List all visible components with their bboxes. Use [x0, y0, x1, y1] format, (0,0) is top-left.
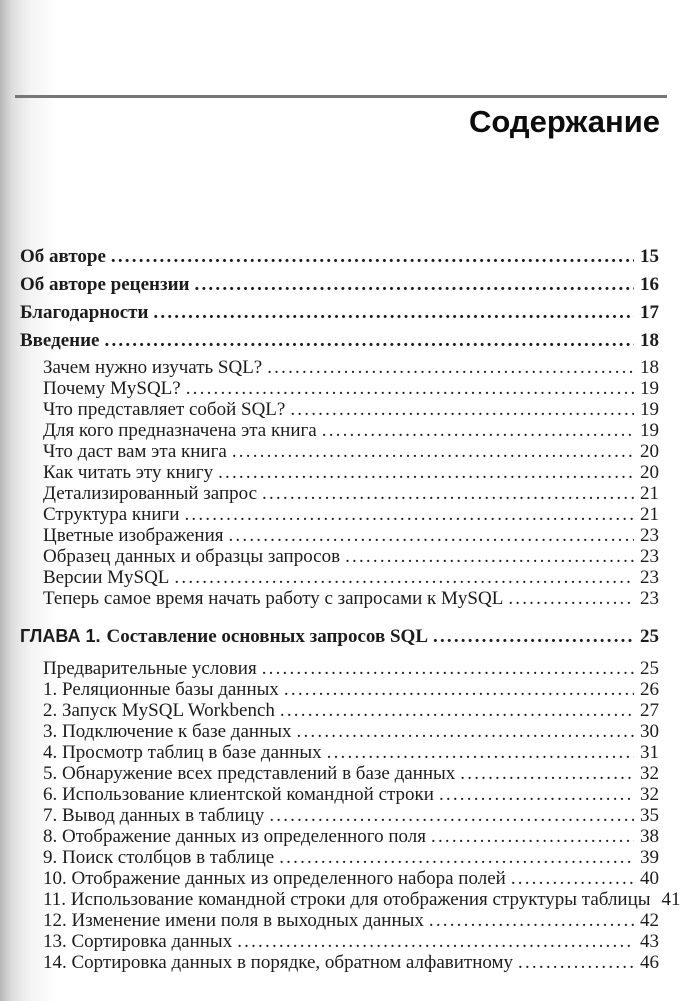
toc-entry-title: Цветные изображения	[43, 525, 224, 546]
toc-page-number: 23	[640, 567, 659, 588]
toc-entry	[20, 462, 659, 483]
dot-leader	[262, 483, 634, 504]
toc-page-number: 18	[640, 357, 659, 378]
toc-entry-title: Что даст вам эта книга	[43, 441, 227, 462]
dot-leader	[460, 763, 634, 784]
toc-entry	[20, 330, 659, 351]
dot-leader	[232, 441, 634, 462]
toc-entry	[20, 784, 659, 805]
toc-page-number: 31	[640, 742, 659, 763]
toc-page-number: 19	[640, 399, 659, 420]
dot-leader	[218, 462, 634, 483]
toc-entry	[20, 546, 659, 567]
toc-entry	[20, 700, 659, 721]
dot-leader	[439, 784, 634, 805]
toc-entry	[20, 847, 659, 868]
dot-leader	[195, 274, 634, 295]
toc-entry-title: Благодарности	[20, 302, 149, 323]
toc-entry	[20, 525, 659, 546]
toc-entry	[20, 931, 659, 952]
dot-leader	[184, 504, 634, 525]
toc-entry-title: 5. Обнаружение всех представлений в базе данных	[43, 763, 456, 784]
toc-entry	[20, 763, 659, 784]
toc-page-number: 19	[640, 420, 659, 441]
toc-entry	[20, 679, 659, 700]
toc-entry	[20, 420, 659, 441]
toc-entry	[20, 302, 659, 323]
toc-entry-title: 12. Изменение имени поля в выходных данных	[43, 910, 424, 931]
toc-entry-title: 4. Просмотр таблиц в базе данных	[43, 742, 322, 763]
dot-leader	[267, 357, 634, 378]
dot-leader	[186, 378, 634, 399]
dot-leader	[431, 826, 634, 847]
toc-entry	[20, 826, 659, 847]
toc-entry	[20, 441, 659, 462]
toc-entry-title: 10. Отображение данных из определенного набора полей	[43, 868, 506, 889]
toc-entry-title: Почему MySQL?	[43, 378, 181, 399]
toc-entry-title: Как читать эту книгу	[43, 462, 214, 483]
toc-entry	[20, 742, 659, 763]
toc-page-number: 18	[640, 330, 659, 351]
dot-leader	[153, 302, 634, 323]
toc-entry	[20, 910, 659, 931]
chapter-number-prefix: ГЛАВА 1.	[20, 626, 101, 646]
toc-entry-title: 1. Реляционные базы данных	[43, 679, 279, 700]
toc-entry	[20, 952, 659, 973]
dot-leader	[262, 658, 634, 679]
toc-entry	[20, 721, 659, 742]
toc-chapter-entry	[20, 625, 659, 648]
toc-page-number: 17	[640, 302, 659, 323]
toc-page-number: 32	[640, 763, 659, 784]
toc-entry	[20, 805, 659, 826]
toc-entry	[20, 399, 659, 420]
toc-entry-title: Для кого предназначена эта книга	[43, 420, 317, 441]
toc-entry	[20, 889, 681, 910]
dot-leader	[327, 742, 634, 763]
toc-entry-title: Составление основных запросов SQL	[106, 626, 428, 647]
toc-page-number: 27	[640, 700, 659, 721]
dot-leader	[508, 588, 634, 609]
toc-entry	[20, 504, 659, 525]
toc-page-number: 19	[640, 378, 659, 399]
toc-entry-title: Об авторе рецензии	[20, 274, 190, 295]
toc-entry-title: 8. Отображение данных из определенного поля	[43, 826, 426, 847]
toc-entry-title: 13. Сортировка данных	[43, 931, 233, 952]
toc-entry-title: Структура книги	[43, 504, 180, 525]
toc-entry	[20, 658, 659, 679]
toc-page-number: 21	[640, 483, 659, 504]
toc-entry-title: 11. Использование командной строки для отображения структуры таблицы	[43, 889, 651, 910]
toc-entry	[20, 567, 659, 588]
toc-page-number: 26	[640, 679, 659, 700]
toc-entry-title: 14. Сортировка данных в порядке, обратном алфавитному	[43, 952, 514, 973]
dot-leader	[433, 626, 634, 648]
toc-entry-title: Образец данных и образцы запросов	[43, 546, 341, 567]
toc-page-number: 21	[640, 504, 659, 525]
toc-entry-title: 7. Вывод данных в таблицу	[43, 805, 265, 826]
dot-leader	[290, 399, 634, 420]
toc-entry-title: Что представляет собой SQL?	[43, 399, 286, 420]
dot-leader	[284, 679, 634, 700]
toc-page-number: 46	[640, 952, 659, 973]
dot-leader	[269, 805, 634, 826]
dot-leader	[111, 246, 634, 267]
toc-entry	[20, 246, 659, 267]
dot-leader	[280, 700, 634, 721]
toc-entry	[20, 868, 659, 889]
dot-leader	[279, 847, 634, 868]
toc-entry-title: Теперь самое время начать работу с запросами к MySQL	[43, 588, 504, 609]
toc-entry	[20, 357, 659, 378]
dot-leader	[174, 567, 634, 588]
toc-page-number: 20	[640, 441, 659, 462]
toc-page-number: 38	[640, 826, 659, 847]
toc-page-number: 23	[640, 588, 659, 609]
toc-entry-title: Версии MySQL	[43, 567, 170, 588]
toc-entry-title: Детализированный запрос	[43, 483, 258, 504]
toc-page-number: 20	[640, 462, 659, 483]
toc-entry	[20, 274, 659, 295]
toc-entry-title: 2. Запуск MySQL Workbench	[43, 700, 275, 721]
dot-leader	[429, 910, 634, 931]
table-of-contents	[20, 239, 681, 973]
toc-entry-title: Об авторе	[20, 246, 106, 267]
header-rule	[15, 95, 667, 98]
dot-leader	[518, 952, 634, 973]
toc-page-number: 23	[640, 546, 659, 567]
toc-page-number: 25	[640, 626, 659, 647]
toc-page-number: 42	[640, 910, 659, 931]
toc-page-number: 23	[640, 525, 659, 546]
toc-page-number: 30	[640, 721, 659, 742]
dot-leader	[511, 868, 634, 889]
toc-page-number: 39	[640, 847, 659, 868]
toc-entry	[20, 378, 659, 399]
toc-page-number: 15	[640, 246, 659, 267]
toc-entry-title: 9. Поиск столбцов в таблице	[43, 847, 275, 868]
dot-leader	[105, 330, 635, 351]
toc-page-number: 41	[661, 889, 681, 910]
toc-entry	[20, 483, 659, 504]
toc-entry-title: 3. Подключение к базе данных	[43, 721, 292, 742]
toc-page-number: 43	[640, 931, 659, 952]
dot-leader	[297, 721, 634, 742]
dot-leader	[237, 931, 634, 952]
toc-page-number: 40	[640, 868, 659, 889]
toc-entry-title: Зачем нужно изучать SQL?	[43, 357, 263, 378]
toc-entry	[20, 588, 659, 609]
toc-page-number: 32	[640, 784, 659, 805]
dot-leader	[322, 420, 634, 441]
toc-page-number: 25	[640, 658, 659, 679]
page-title: Содержание	[469, 104, 660, 139]
dot-leader	[228, 525, 634, 546]
toc-page-number: 35	[640, 805, 659, 826]
toc-entry-title: Введение	[20, 330, 100, 351]
toc-entry-title: Предварительные условия	[43, 658, 257, 679]
toc-entry-title: 6. Использование клиентской командной строки	[43, 784, 434, 805]
dot-leader	[345, 546, 634, 567]
toc-page-number: 16	[640, 274, 659, 295]
